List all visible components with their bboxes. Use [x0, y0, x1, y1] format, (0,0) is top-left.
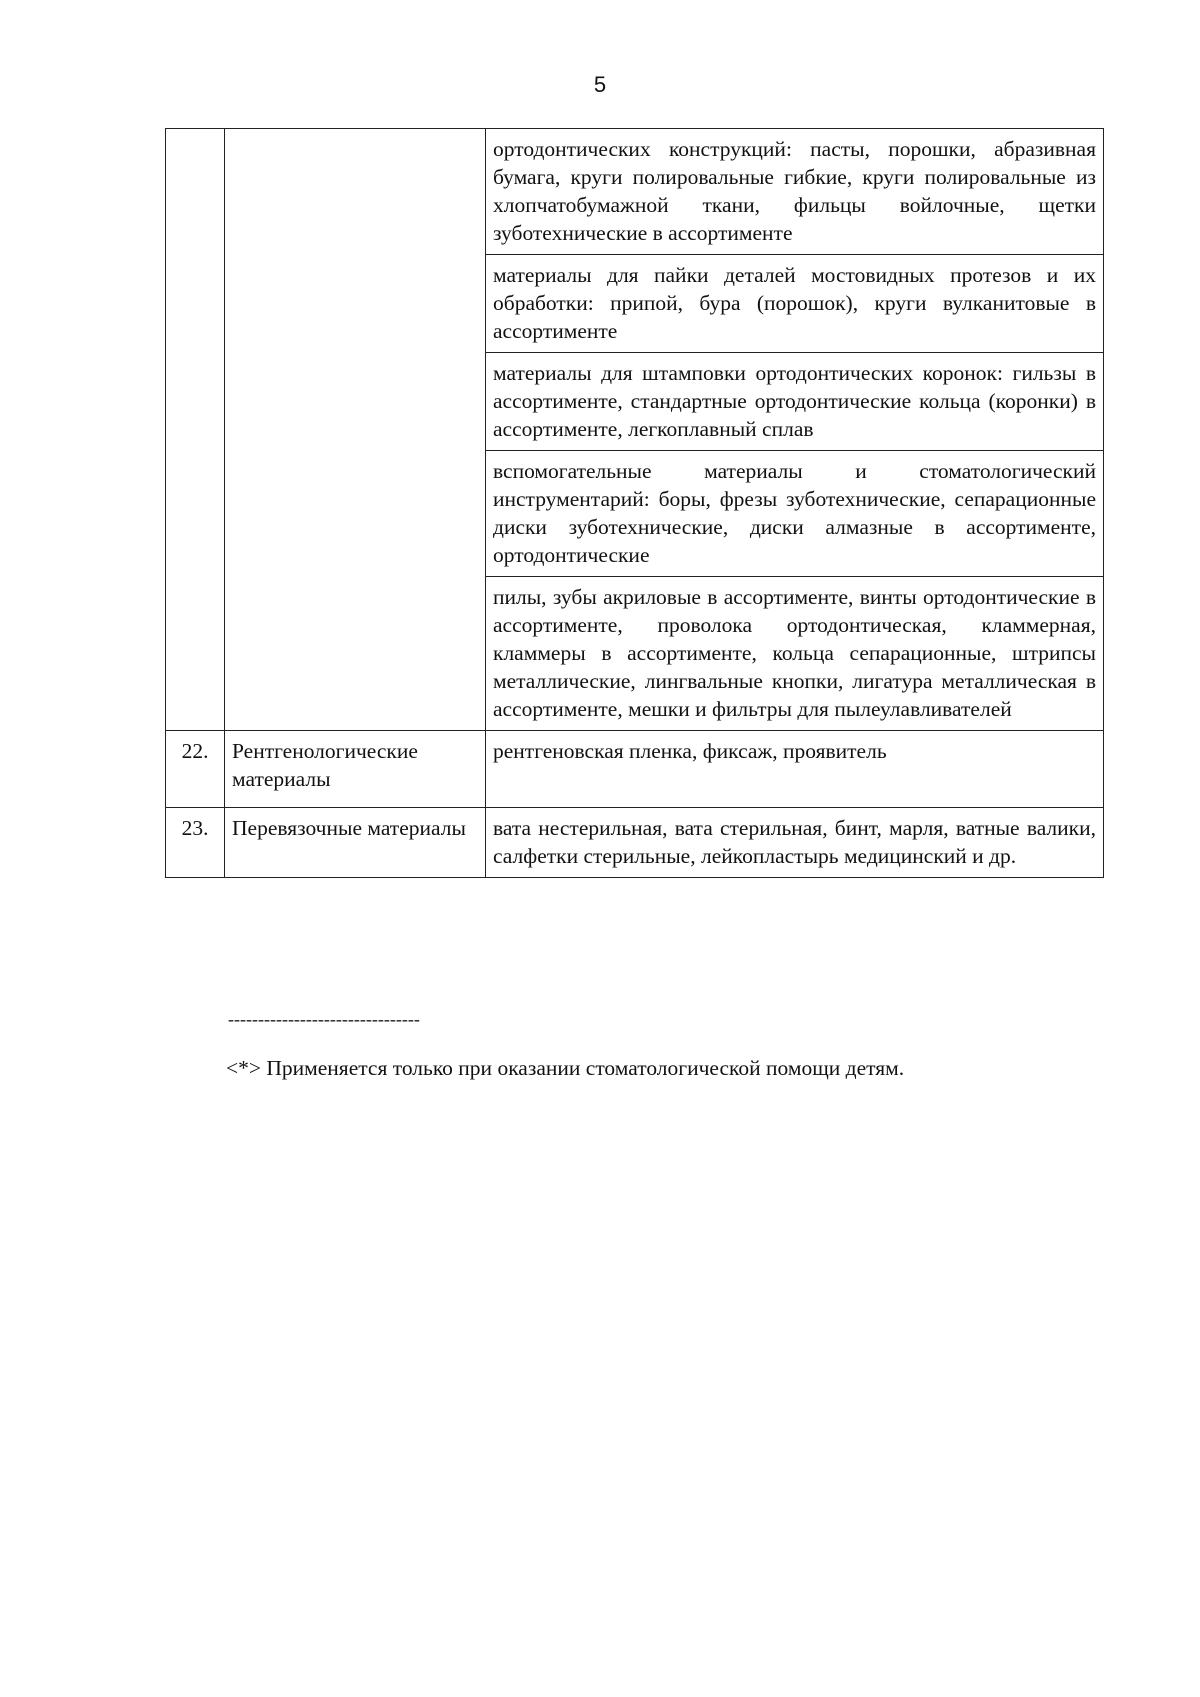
table-row: [166, 129, 1104, 255]
row-name-cell: Рентгенологические материалы: [225, 731, 486, 808]
table-row: [166, 808, 1104, 878]
table-row: [166, 731, 1104, 808]
row-description-cell: пилы, зубы акриловые в ассортименте, винты ортодонтические в ассортименте, проволока ортодонтическая, кламмерная, кламмеры в ассортименте, кольца сепарационные, штрипсы металлические, лингвальные кнопки, лигатура металлическая в ассортименте, мешки и фильтры для пылеулавливателей: [486, 577, 1104, 731]
row-number-cell: 22.: [166, 731, 225, 808]
row-name-cell: Перевязочные материалы: [225, 808, 486, 878]
row-number-cell: 23.: [166, 808, 225, 878]
row-name-cell: [225, 129, 486, 731]
row-description-cell: материалы для штамповки ортодонтических коронок: гильзы в ассортименте, стандартные ортодонтические кольца (коронки) в ассортименте, легкоплавный сплав: [486, 353, 1104, 451]
footnote-separator: --------------------------------: [228, 1009, 420, 1029]
footnote-text: <*> Применяется только при оказании стоматологической помощи детям.: [226, 1056, 905, 1080]
row-number-cell: [166, 129, 225, 731]
row-description-cell: вспомогательные материалы и стоматологический инструментарий: боры, фрезы зуботехнические, сепарационные диски зуботехнические, диски алмазные в ассортименте, ортодонтические: [486, 451, 1104, 577]
materials-table: [165, 128, 1104, 878]
page-number: 5: [593, 72, 607, 97]
row-description-cell: рентгеновская пленка, фиксаж, проявитель: [486, 731, 1104, 808]
row-description-cell: вата нестерильная, вата стерильная, бинт, марля, ватные валики, салфетки стерильные, лейкопластырь медицинский и др.: [486, 808, 1104, 878]
row-description-cell: ортодонтических конструкций: пасты, порошки, абразивная бумага, круги полировальные гибкие, круги полировальные из хлопчатобумажной ткани, фильцы войлочные, щетки зуботехнические в ассортименте: [486, 129, 1104, 255]
row-description-cell: материалы для пайки деталей мостовидных протезов и их обработки: припой, бура (порошок), круги вулканитовые в ассортименте: [486, 255, 1104, 353]
